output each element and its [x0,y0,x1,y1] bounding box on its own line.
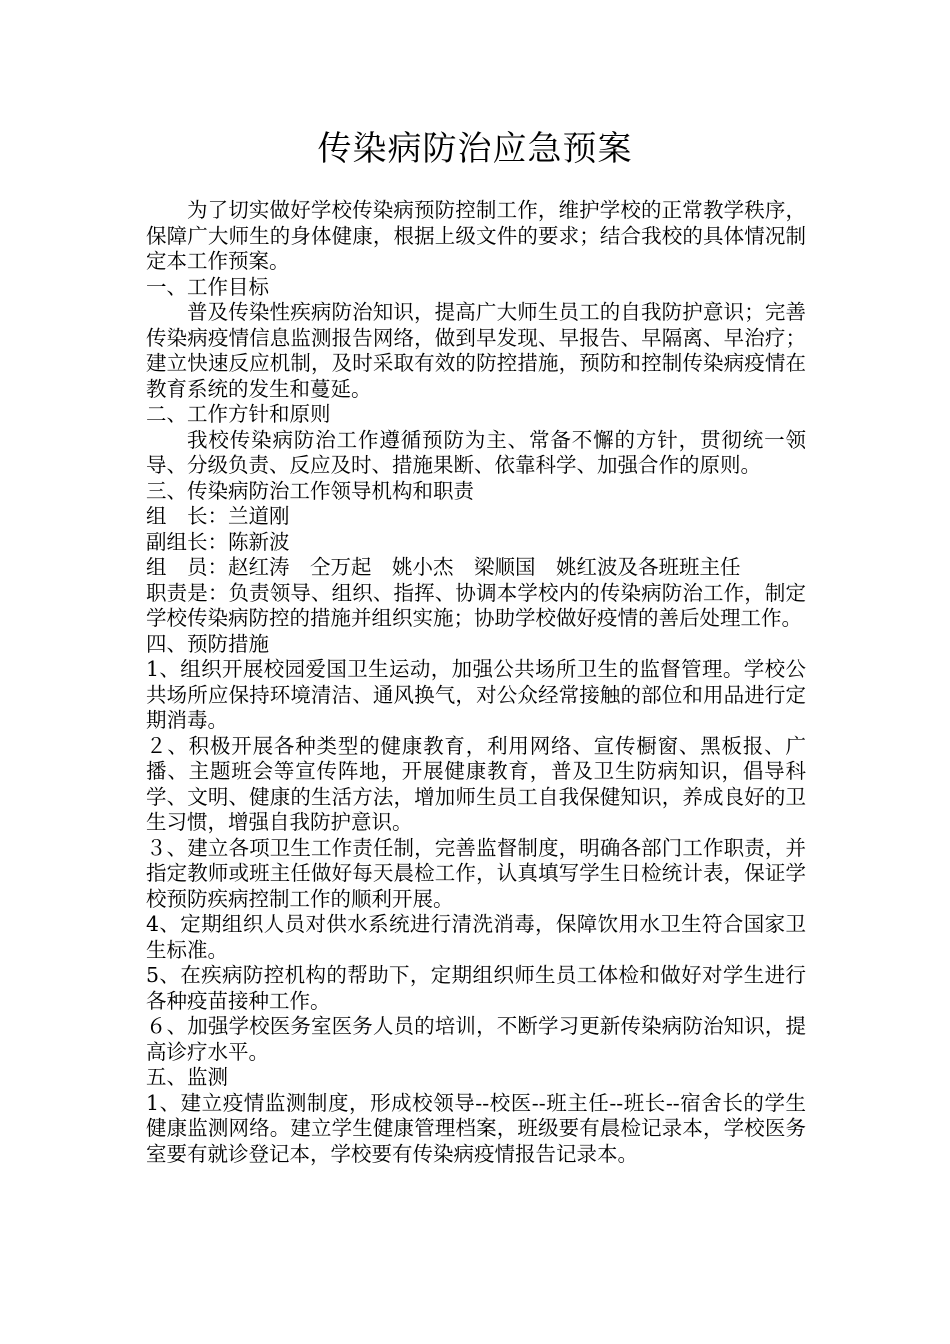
goals-paragraph: 普及传染性疾病防治知识，提高广大师生员工的自我防护意识；完善传染病疫情信息监测报告网络，做到早发现、早报告、早隔离、早治疗；建立快速反应机制，及时采取有效的防控措施，预防和控制传染病疫情在教育系统的发生和蔓延。 [146,300,806,401]
monitoring-item-1: 1、建立疫情监测制度，形成校领导--校医--班主任--班长--宿舍长的学生健康监测网络。建立学生健康管理档案，班级要有晨检记录本，学校医务室要有就诊登记本，学校要有传染病疫情报告记录本。 [146,1090,806,1166]
document-body [146,198,806,1167]
document-title: 传染病防治应急预案 [317,129,633,169]
section-heading-principles: 二、工作方针和原则 [146,402,331,426]
section-heading-goals: 一、工作目标 [146,274,269,299]
intro-paragraph: 为了切实做好学校传染病预防控制工作，维护学校的正常教学秩序，保障广大师生的身体健康，根据上级文件的要求；结合我校的具体情况制定本工作预案。 [146,198,806,273]
measure-item-5: 5、在疾病防控机构的帮助下，定期组织师生员工体检和做好对学生进行各种疫苗接种工作。 [146,963,806,1013]
duties-paragraph: 职责是：负责领导、组织、指挥、协调本学校内的传染病防治工作，制定学校传染病防控的措施并组织实施；协助学校做好疫情的善后处理工作。 [146,580,806,630]
section-heading-monitoring: 五、监测 [146,1065,228,1089]
team-leader-line: 组 长：兰道刚 [146,504,290,528]
measure-item-1: 1、组织开展校园爱国卫生运动，加强公共场所卫生的监督管理。学校公共场所应保持环境清洁、通风换气，对公众经常接触的部位和用品进行定期消毒。 [146,657,806,732]
principles-paragraph: 我校传染病防治工作遵循预防为主、常备不懈的方针，贯彻统一领导、分级负责、反应及时、措施果断、依靠科学、加强合作的原则。 [146,427,806,477]
section-heading-measures: 四、预防措施 [146,631,269,656]
measure-item-3: ３、建立各项卫生工作责任制，完善监督制度，明确各部门工作职责，并指定教师或班主任做好每天晨检工作，认真填写学生日检统计表，保证学校预防疾病控制工作的顺利开展。 [146,835,806,911]
team-members-line: 组 员：赵红涛 仝万起 姚小杰 梁顺国 姚红波及各班班主任 [146,555,741,579]
measure-item-4: 4、定期组织人员对供水系统进行清洗消毒，保障饮用水卫生符合国家卫生标准。 [146,912,806,962]
section-heading-organization: 三、传染病防治工作领导机构和职责 [146,478,474,503]
measure-item-6: ６、加强学校医务室医务人员的培训，不断学习更新传染病防治知识，提高诊疗水平。 [146,1014,806,1064]
measure-item-2: ２、积极开展各种类型的健康教育，利用网络、宣传橱窗、黑板报、广播、主题班会等宣传阵地，开展健康教育，普及卫生防病知识，倡导科学、文明、健康的生活方法，增加师生员工自我保健知识，养成良好的卫生习惯，增强自我防护意识。 [146,733,806,834]
deputy-leader-line: 副组长：陈新波 [146,529,290,554]
